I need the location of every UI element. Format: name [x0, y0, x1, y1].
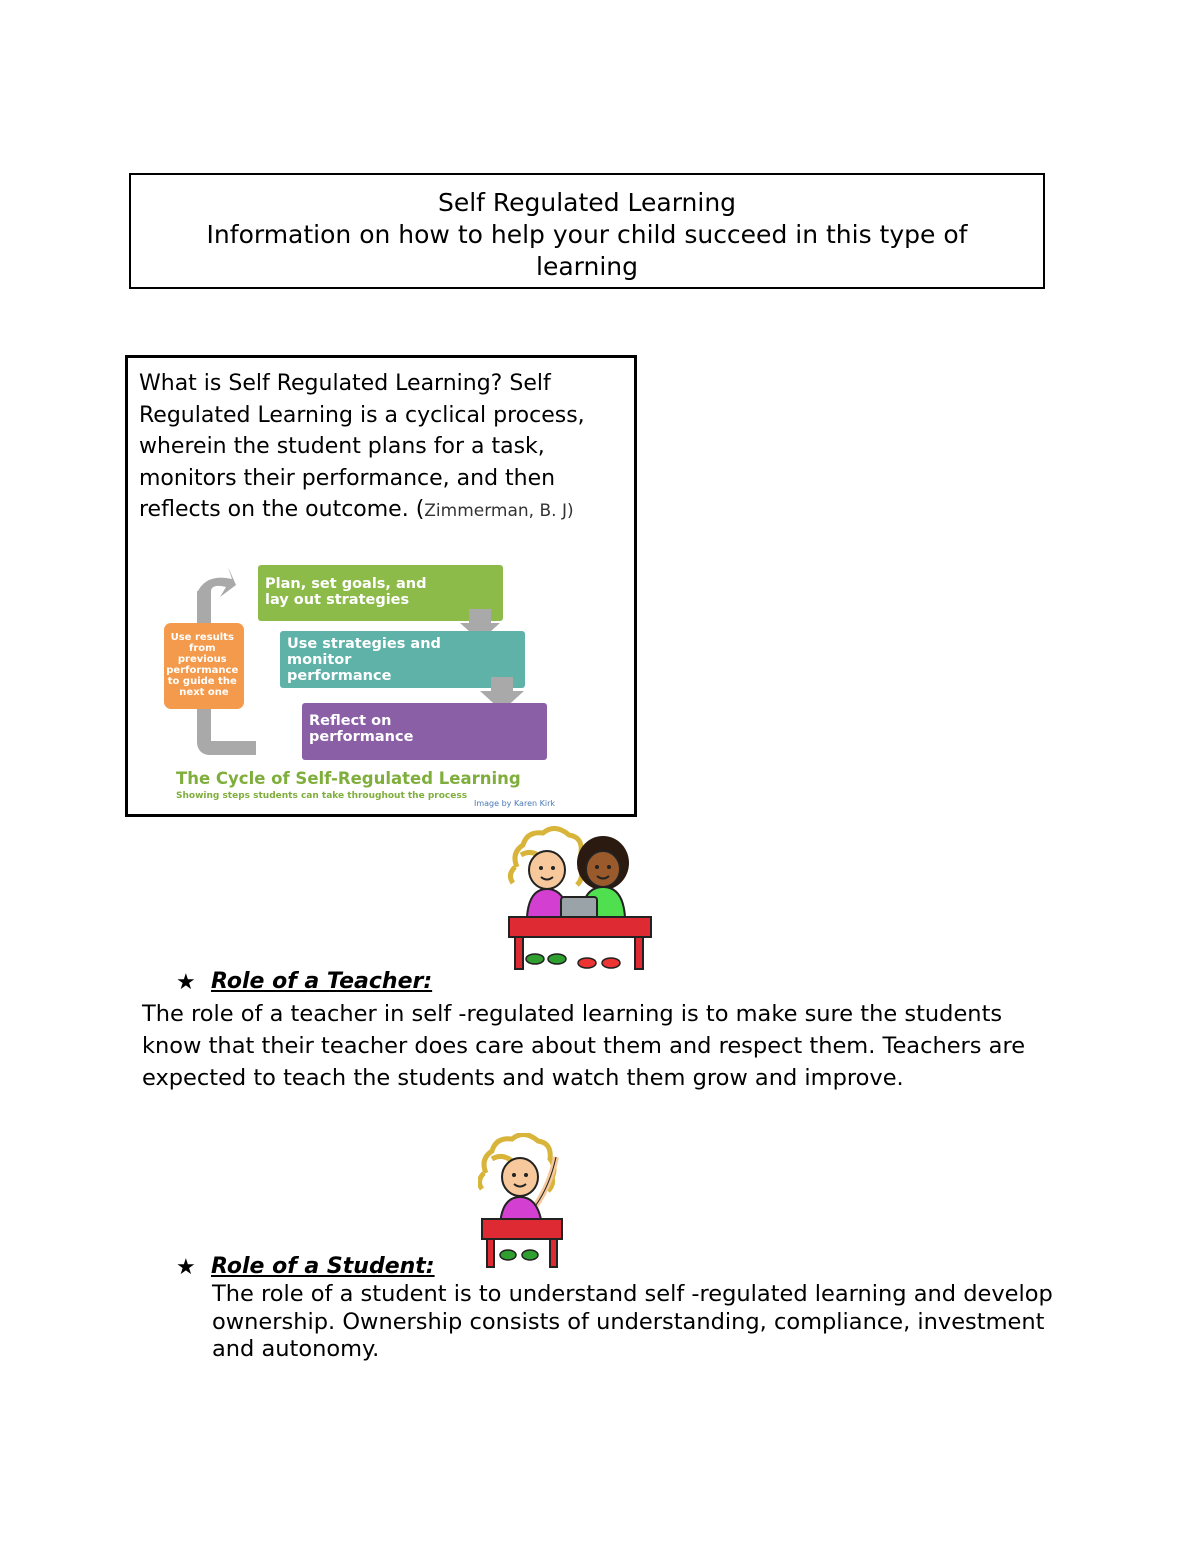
- title-box: [129, 173, 1045, 289]
- definition-citation: Zimmerman, B. J): [424, 501, 574, 521]
- teacher-heading: Role of a Teacher:: [211, 969, 433, 994]
- cycle-caption: The Cycle of Self-Regulated Learning: [176, 769, 521, 788]
- student-heading: Role of a Student:: [211, 1254, 435, 1279]
- definition-box: [125, 355, 637, 817]
- cycle-subcaption: Showing steps students can take throughout the process: [176, 791, 468, 801]
- definition-question: What is Self Regulated Learning?: [139, 371, 503, 396]
- document-title: Self Regulated Learning: [437, 188, 737, 217]
- cycle-credit: Image by Karen Kirk: [474, 799, 555, 808]
- loop-arrow-tip: [197, 567, 236, 597]
- cycle-diagram: [128, 553, 634, 813]
- cycle-step-loop-label: Use results from previous performance to guide the next one: [166, 632, 239, 698]
- document-subtitle-line1: Information on how to help your child succeed in this type of: [206, 220, 968, 249]
- definition-text: [139, 368, 629, 528]
- document-subtitle-line2: learning: [536, 252, 638, 281]
- teacher-body-text: The role of a teacher in self -regulated learning is to make sure the students know that their teacher does care about them and respect them. Teachers are expected to teach the students and watch them grow and improve.: [142, 1001, 1026, 1091]
- cycle-step-reflect-label: Reflect on performance: [309, 713, 414, 745]
- cycle-step-monitor-label: Use strategies and monitor performance: [287, 636, 441, 684]
- student-clipart-image: [478, 1133, 578, 1269]
- teacher-star-bullet: ★: [176, 970, 196, 995]
- student-body-text: The role of a student is to understand self -regulated learning and develop ownership. Ownership consists of understanding, compliance, investment and autonomy.: [212, 1281, 1053, 1362]
- teacher-clipart-image: [505, 825, 655, 975]
- cycle-step-plan-label: Plan, set goals, and lay out strategies: [265, 576, 427, 608]
- student-star-bullet: ★: [176, 1255, 196, 1280]
- definition-body: Self Regulated Learning is a cyclical process, wherein the student plans for a task, monitors their performance, and then reflects on the outcome. (: [139, 371, 585, 522]
